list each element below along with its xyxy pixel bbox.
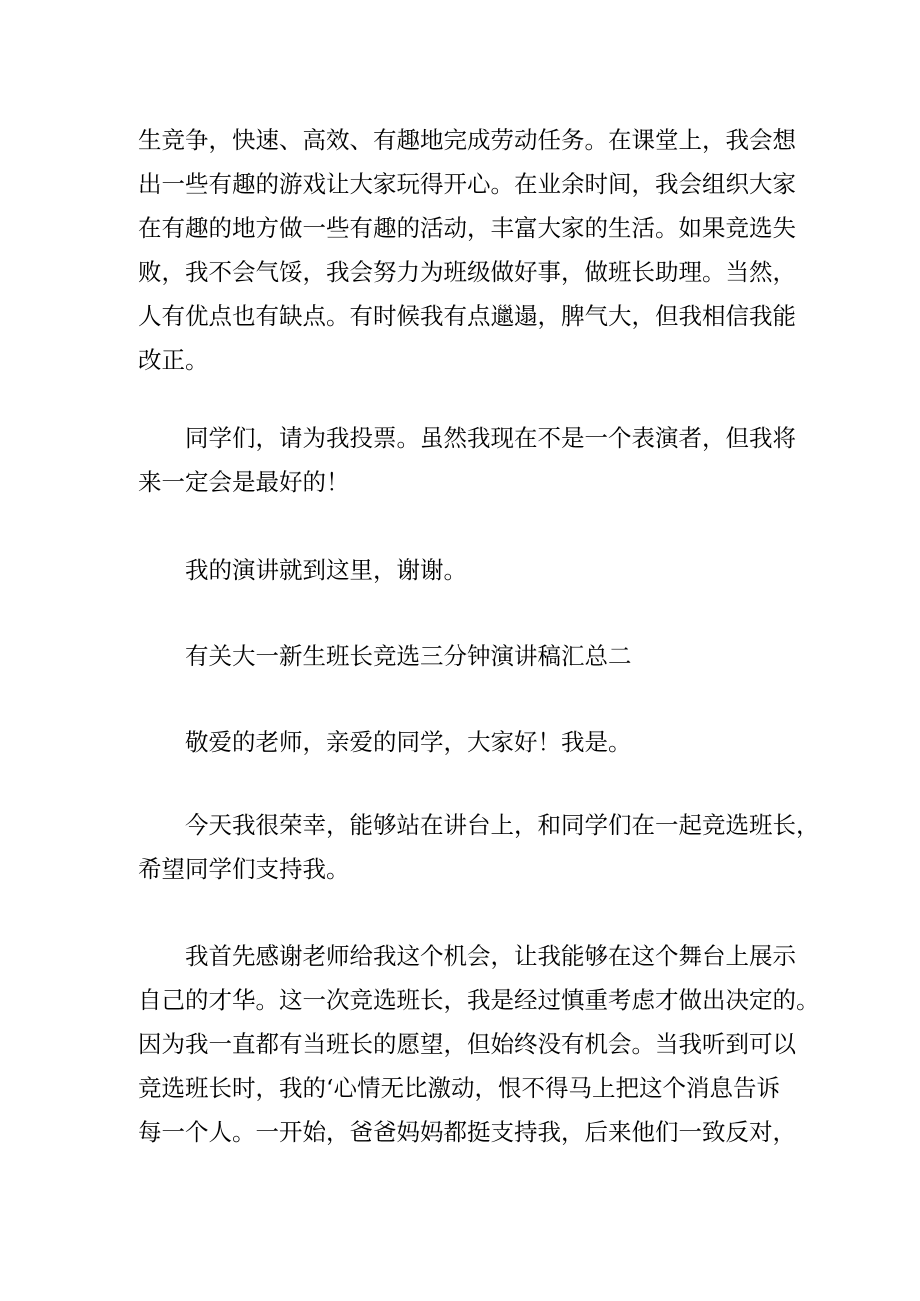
paragraph-line: 改正。 (138, 346, 209, 374)
paragraph-3 (138, 548, 788, 592)
paragraph-line: 来一定会是最好的！ (138, 468, 350, 496)
paragraph-line: 竞选班长时，我的‘心情无比激动，恨不得马上把这个消息告诉 (138, 1074, 780, 1102)
paragraph-line: 同学们，请为我投票。虽然我现在不是一个表演者，但我将 (185, 424, 796, 452)
paragraph-line: 今天我很荣幸，能够站在讲台上，和同学们在一起竞选班长， (185, 811, 820, 839)
paragraph-line: 我首先感谢老师给我这个机会，让我能够在这个舞台上展示 (185, 942, 796, 970)
paragraph-6 (138, 803, 820, 891)
paragraph-line: 败，我不会气馁，我会努力为班级做好事，做班长助理。当然， (138, 258, 796, 286)
paragraph-2 (138, 416, 796, 504)
paragraph-line: 我的演讲就到这里，谢谢。 (185, 556, 467, 584)
paragraph-1 (138, 118, 796, 382)
paragraph-5 (138, 720, 788, 764)
paragraph-line: 在有趣的地方做一些有趣的活动，丰富大家的生活。如果竞选失 (138, 214, 796, 242)
paragraph-line: 希望同学们支持我。 (138, 855, 350, 883)
paragraph-line: 因为我一直都有当班长的愿望，但始终没有机会。当我听到可以 (138, 1030, 796, 1058)
paragraph-line: 人有优点也有缺点。有时候我有点邋遢，脾气大，但我相信我能 (138, 302, 796, 330)
paragraph-line: 出一些有趣的游戏让大家玩得开心。在业余时间，我会组织大家 (138, 170, 796, 198)
paragraph-7 (138, 934, 820, 1154)
paragraph-line: 敬爱的老师，亲爱的同学，大家好！我是。 (185, 728, 632, 756)
paragraph-line: 生竞争，快速、高效、有趣地完成劳动任务。在课堂上，我会想 (138, 126, 796, 154)
section-heading-line: 有关大一新生班长竞选三分钟演讲稿汇总二 (185, 642, 632, 670)
paragraph-line: 自己的才华。这一次竞选班长，我是经过慎重考虑才做出决定的。 (138, 986, 820, 1014)
section-heading (138, 634, 788, 678)
paragraph-line: 每一个人。一开始，爸爸妈妈都挺支持我，后来他们一致反对， (138, 1118, 796, 1146)
